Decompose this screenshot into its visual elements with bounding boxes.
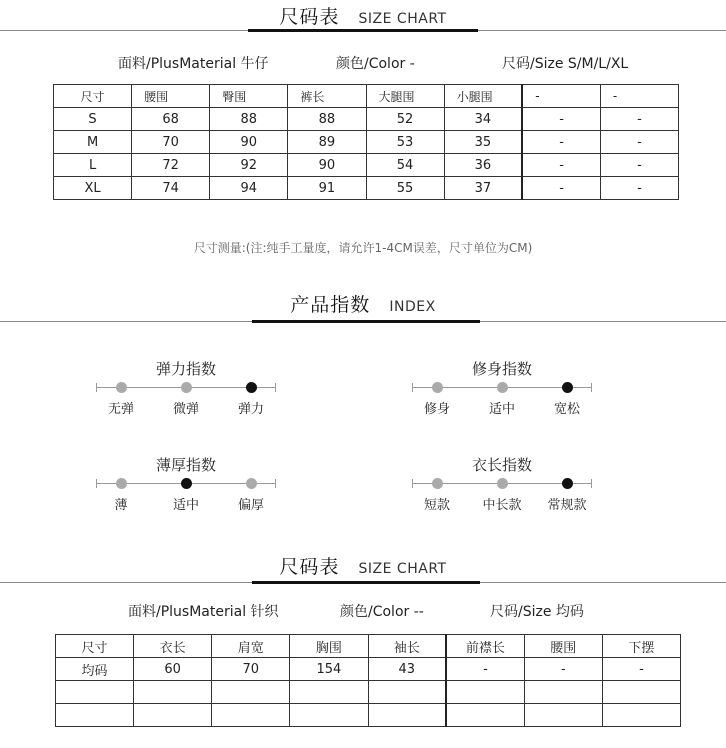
table-cell: S bbox=[54, 108, 132, 131]
color-label: 颜色/Color - bbox=[336, 56, 415, 72]
index-option-label: 微弹 bbox=[172, 402, 199, 417]
table-cell: - bbox=[522, 131, 600, 154]
table-cell: XL bbox=[54, 177, 132, 200]
index-track-end bbox=[591, 479, 592, 488]
table-cell: 均码 bbox=[56, 658, 134, 681]
header-cell: 腰围 bbox=[132, 85, 210, 108]
header-cell: 裤长 bbox=[288, 85, 366, 108]
index-option-label: 偏厚 bbox=[237, 498, 264, 513]
index-title-zh: 产品指数 bbox=[290, 294, 371, 316]
table-cell: L bbox=[54, 154, 132, 177]
size-chart-title-2 bbox=[0, 552, 726, 579]
title-underline bbox=[252, 581, 480, 584]
index-option-label: 中长款 bbox=[482, 498, 522, 513]
index-track-end bbox=[96, 383, 97, 392]
index-thickness bbox=[96, 454, 276, 514]
header-cell: 下摆 bbox=[602, 635, 680, 658]
index-dot bbox=[116, 382, 127, 393]
index-elasticity bbox=[96, 358, 276, 418]
size-chart-title-en: SIZE CHART bbox=[358, 11, 447, 27]
table-cell bbox=[212, 704, 290, 727]
header-cell: 胸围 bbox=[290, 635, 368, 658]
table-row bbox=[54, 108, 679, 131]
index-label: 弹力指数 bbox=[155, 360, 216, 378]
index-option-label: 短款 bbox=[423, 498, 450, 513]
table-cell bbox=[524, 681, 602, 704]
header-cell: 臀围 bbox=[210, 85, 288, 108]
size-chart-title-zh: 尺码表 bbox=[279, 556, 340, 578]
size-chart-title-en: SIZE CHART bbox=[358, 561, 447, 577]
table-cell: - bbox=[602, 658, 680, 681]
table-cell bbox=[602, 681, 680, 704]
index-title-en: INDEX bbox=[389, 299, 436, 315]
table-cell: 90 bbox=[288, 154, 366, 177]
table-row bbox=[54, 177, 679, 200]
measurement-note: 尺寸测量:(注:纯手工量度，请允许1-4CM误差，尺寸单位为CM) bbox=[193, 241, 533, 255]
table-cell bbox=[134, 681, 212, 704]
index-title bbox=[0, 290, 726, 317]
index-track-end bbox=[96, 479, 97, 488]
index-dot bbox=[432, 382, 443, 393]
table-cell bbox=[524, 704, 602, 727]
table-cell: - bbox=[524, 658, 602, 681]
table-row bbox=[56, 681, 681, 704]
table-cell bbox=[56, 704, 134, 727]
index-option-label: 无弹 bbox=[107, 402, 134, 417]
index-option-label: 适中 bbox=[172, 498, 199, 513]
index-label: 薄厚指数 bbox=[155, 456, 216, 474]
size-label: 尺码/Size 均码 bbox=[490, 604, 584, 620]
index-option-label: 修身 bbox=[423, 402, 450, 417]
table-cell: - bbox=[446, 658, 524, 681]
table-cell: 36 bbox=[444, 154, 522, 177]
table-cell: 54 bbox=[366, 154, 444, 177]
table-cell: 88 bbox=[210, 108, 288, 131]
table-cell: 91 bbox=[288, 177, 366, 200]
header-cell: - bbox=[600, 85, 678, 108]
table-cell: 70 bbox=[212, 658, 290, 681]
header-cell: 袖长 bbox=[368, 635, 446, 658]
table-cell bbox=[56, 681, 134, 704]
table-cell: M bbox=[54, 131, 132, 154]
table-cell: - bbox=[600, 154, 678, 177]
index-dot-selected bbox=[181, 478, 192, 489]
table-cell: 53 bbox=[366, 131, 444, 154]
header-cell: - bbox=[522, 85, 600, 108]
table-cell: 72 bbox=[132, 154, 210, 177]
table-cell: - bbox=[522, 154, 600, 177]
table-cell: 37 bbox=[444, 177, 522, 200]
index-dot-selected bbox=[562, 478, 573, 489]
index-dot bbox=[246, 478, 257, 489]
table-header-row bbox=[54, 85, 679, 108]
table-cell: 34 bbox=[444, 108, 522, 131]
table-cell: - bbox=[600, 108, 678, 131]
product-meta-1 bbox=[0, 53, 726, 73]
index-dot-selected bbox=[562, 382, 573, 393]
header-cell: 小腿围 bbox=[444, 85, 522, 108]
index-option-label: 薄 bbox=[114, 498, 128, 513]
header-cell: 前襟长 bbox=[446, 635, 524, 658]
product-meta-2 bbox=[0, 601, 726, 621]
table-row bbox=[54, 154, 679, 177]
table-cell bbox=[602, 704, 680, 727]
table-row bbox=[56, 658, 681, 681]
header-cell: 尺寸 bbox=[56, 635, 134, 658]
table-cell bbox=[290, 681, 368, 704]
material-label: 面料/PlusMaterial 牛仔 bbox=[118, 56, 269, 72]
index-dot-selected bbox=[246, 382, 257, 393]
index-dot bbox=[432, 478, 443, 489]
index-dot bbox=[497, 478, 508, 489]
size-table-1 bbox=[53, 84, 679, 200]
index-track-end bbox=[412, 383, 413, 392]
size-chart-title-zh: 尺码表 bbox=[279, 6, 340, 28]
index-track-end bbox=[275, 383, 276, 392]
table-cell: 43 bbox=[368, 658, 446, 681]
index-option-label: 常规款 bbox=[547, 498, 587, 513]
size-table-2 bbox=[55, 634, 681, 727]
title-underline bbox=[252, 320, 480, 323]
table-cell: 68 bbox=[132, 108, 210, 131]
table-cell: 70 bbox=[132, 131, 210, 154]
table-cell: 90 bbox=[210, 131, 288, 154]
table-cell bbox=[134, 704, 212, 727]
table-cell bbox=[368, 704, 446, 727]
table-header-row bbox=[56, 635, 681, 658]
table-cell bbox=[446, 704, 524, 727]
table-cell: - bbox=[600, 131, 678, 154]
table-cell bbox=[446, 681, 524, 704]
table-cell: 89 bbox=[288, 131, 366, 154]
header-cell: 尺寸 bbox=[54, 85, 132, 108]
header-cell: 衣长 bbox=[134, 635, 212, 658]
table-cell: 52 bbox=[366, 108, 444, 131]
index-option-label: 适中 bbox=[488, 402, 515, 417]
table-cell: 154 bbox=[290, 658, 368, 681]
table-cell: 35 bbox=[444, 131, 522, 154]
header-cell: 大腿围 bbox=[366, 85, 444, 108]
table-cell: - bbox=[522, 108, 600, 131]
color-label: 颜色/Color -- bbox=[340, 604, 424, 620]
header-cell: 腰围 bbox=[524, 635, 602, 658]
material-label: 面料/PlusMaterial 针织 bbox=[128, 604, 279, 620]
table-cell: 55 bbox=[366, 177, 444, 200]
index-option-label: 宽松 bbox=[553, 402, 580, 417]
size-label: 尺码/Size S/M/L/XL bbox=[502, 56, 629, 72]
table-cell: 74 bbox=[132, 177, 210, 200]
index-option-label: 弹力 bbox=[237, 402, 264, 417]
index-dot bbox=[497, 382, 508, 393]
table-cell: - bbox=[522, 177, 600, 200]
table-cell: 92 bbox=[210, 154, 288, 177]
title-underline bbox=[248, 29, 478, 32]
index-fit bbox=[412, 358, 592, 418]
size-chart-title-1 bbox=[0, 2, 726, 29]
table-cell: 60 bbox=[134, 658, 212, 681]
index-track-end bbox=[412, 479, 413, 488]
index-length bbox=[412, 454, 592, 514]
index-track-end bbox=[275, 479, 276, 488]
index-label: 修身指数 bbox=[471, 360, 532, 378]
table-cell: 94 bbox=[210, 177, 288, 200]
table-cell: 88 bbox=[288, 108, 366, 131]
index-dot bbox=[181, 382, 192, 393]
index-dot bbox=[116, 478, 127, 489]
table-row bbox=[56, 704, 681, 727]
table-cell bbox=[212, 681, 290, 704]
index-label: 衣长指数 bbox=[471, 456, 532, 474]
table-cell: - bbox=[600, 177, 678, 200]
table-row bbox=[54, 131, 679, 154]
index-track-end bbox=[591, 383, 592, 392]
header-cell: 肩宽 bbox=[212, 635, 290, 658]
table-cell bbox=[368, 681, 446, 704]
table-cell bbox=[290, 704, 368, 727]
